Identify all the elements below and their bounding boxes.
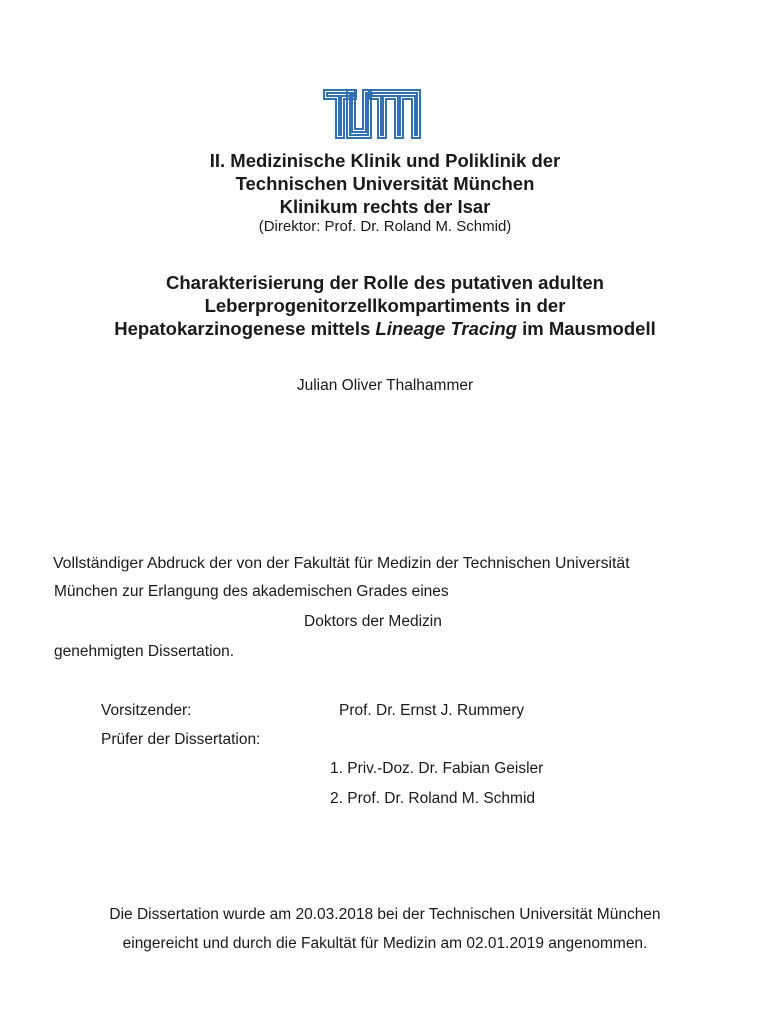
statement-line-1: Vollständiger Abdruck der von der Fakultät für Medizin der Technischen Universität — [53, 555, 630, 572]
submission-line-2: eingereicht und durch die Fakultät für Medizin am 02.01.2019 angenommen. — [122, 935, 648, 952]
chair-name: Prof. Dr. Ernst J. Rummery — [339, 702, 525, 719]
title-italic-term: Lineage Tracing — [375, 318, 517, 339]
examiners-label: Prüfer der Dissertation: — [101, 731, 261, 748]
degree-line: Doktors der Medizin — [304, 613, 442, 630]
submission-line-1: Die Dissertation wurde am 20.03.2018 bei der Technischen Universität München — [109, 906, 661, 923]
examiner-1: 1. Priv.-Doz. Dr. Fabian Geisler — [330, 760, 544, 777]
institution-line-3: Klinikum rechts der Isar — [279, 196, 491, 217]
title-line-2: Leberprogenitorzellkompartiments in der — [204, 295, 566, 316]
chair-label: Vorsitzender: — [101, 702, 192, 719]
statement-line-4: genehmigten Dissertation. — [54, 643, 235, 660]
director-line: (Direktor: Prof. Dr. Roland M. Schmid) — [258, 218, 512, 235]
title-line-3-start: Hepatokarzinogenese mittels — [114, 318, 376, 339]
statement-line-2: München zur Erlangung des akademischen Grades eines — [54, 583, 449, 600]
examiner-2: 2. Prof. Dr. Roland M. Schmid — [330, 790, 536, 807]
author-name: Julian Oliver Thalhammer — [296, 377, 474, 394]
title-line-3-end: im Mausmodell — [516, 318, 656, 339]
institution-line-2: Technischen Universität München — [235, 173, 535, 194]
tum-logo-icon — [323, 89, 421, 139]
institution-line-1: II. Medizinische Klinik und Poliklinik der — [209, 150, 561, 171]
title-line-1: Charakterisierung der Rolle des putativen adulten — [166, 272, 604, 293]
title-line-3 — [0, 317, 770, 341]
